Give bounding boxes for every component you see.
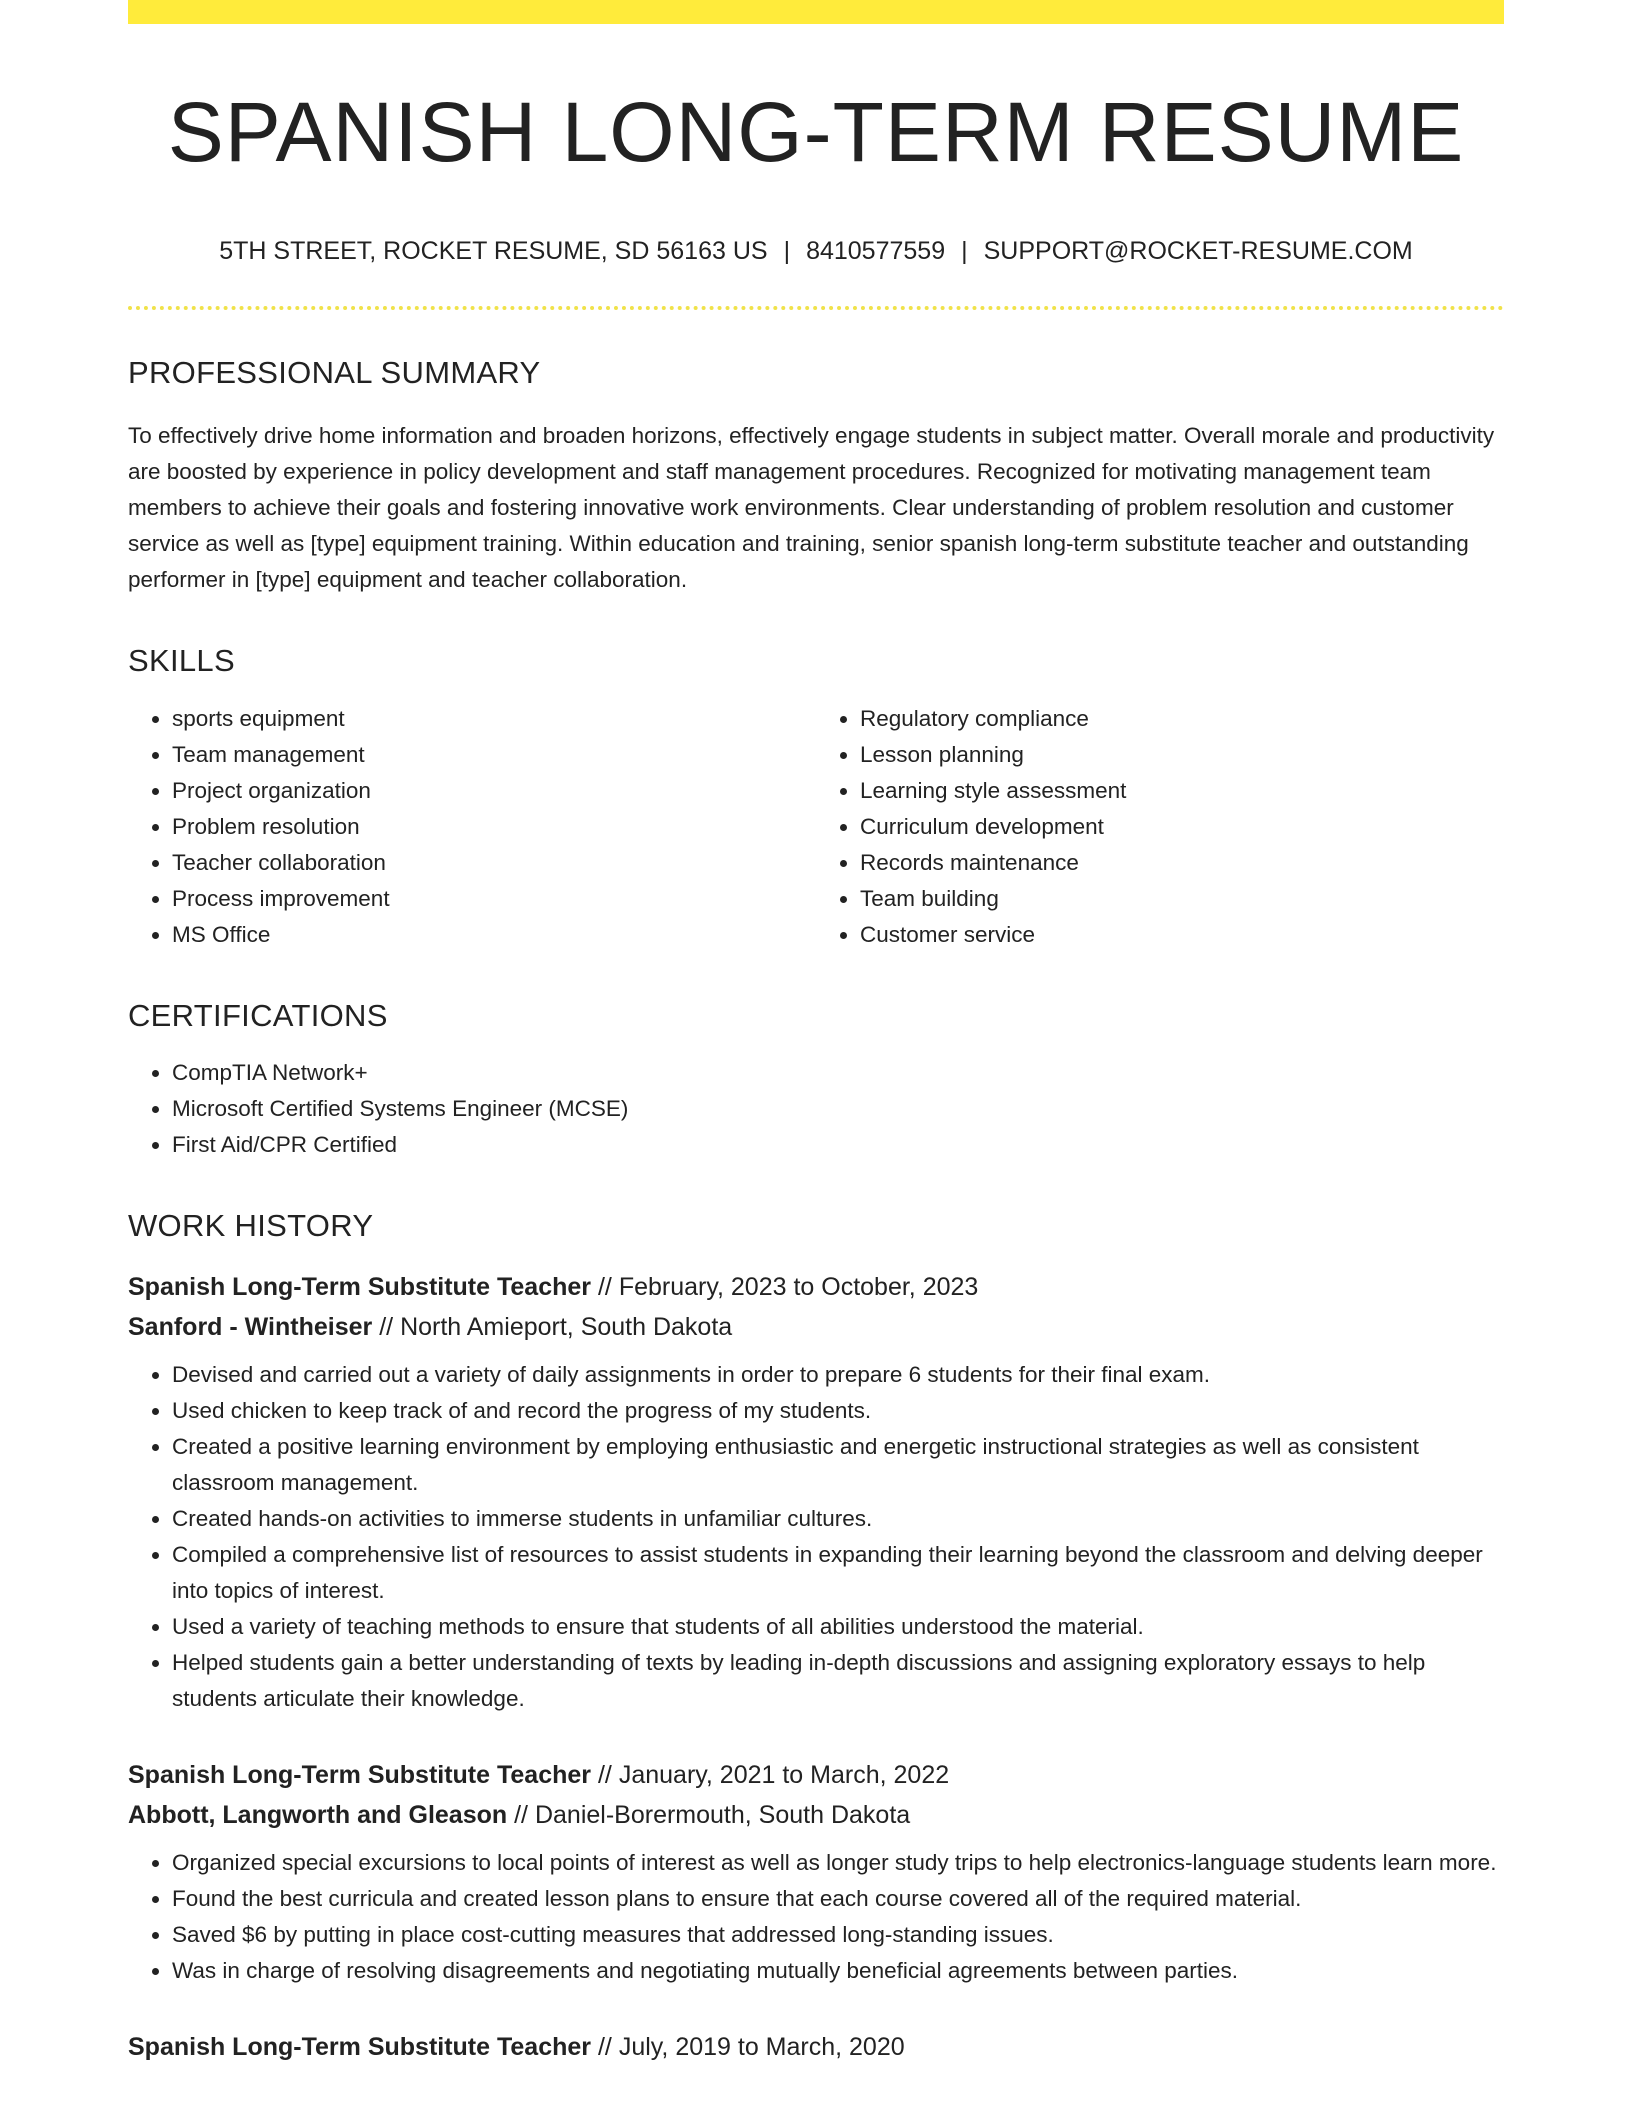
contact-line [128, 236, 1504, 266]
job-dates: February, 2023 to October, 2023 [618, 1272, 979, 1301]
job-location: Daniel-Borermouth, South Dakota [534, 1800, 911, 1829]
job-employer: Abbott, Langworth and Gleason [128, 1800, 508, 1829]
skill-item: • sports equipment [172, 701, 816, 737]
contact-address: 5TH STREET, ROCKET RESUME, SD 56163 US [219, 237, 768, 266]
skill-item: • Records maintenance [860, 845, 1504, 881]
skill-item: • Process improvement [172, 881, 816, 917]
job-title-line [128, 1755, 1504, 1795]
job-separator: // [597, 1272, 612, 1301]
skill-item: • Project organization [172, 773, 816, 809]
certifications-heading: CERTIFICATIONS [128, 997, 388, 1033]
job-bullet: • Saved $6 by putting in place cost-cutting measures that addressed long-standing issues. [172, 1917, 1504, 1953]
job-bullet: • Created a positive learning environment by employing enthusiastic and energetic instructional strategies as well as consistent classroom management. [172, 1429, 1504, 1501]
skill-item: • Regulatory compliance [860, 701, 1504, 737]
skills-section [128, 644, 1504, 952]
job-bullet: • Compiled a comprehensive list of resources to assist students in expanding their learning beyond the classroom and delving deeper into topics of interest. [172, 1537, 1504, 1609]
job-bullet: • Devised and carried out a variety of daily assignments in order to prepare 6 students for their final exam. [172, 1357, 1504, 1393]
job-separator: // [597, 1760, 612, 1789]
contact-separator: | [961, 237, 968, 266]
job-dates: January, 2021 to March, 2022 [618, 1760, 950, 1789]
summary-section [128, 356, 1504, 598]
job-title-line [128, 1267, 1504, 1307]
job-employer-line [128, 1795, 1504, 1835]
skill-item: • Learning style assessment [860, 773, 1504, 809]
work-history-section [128, 1209, 1504, 2067]
skill-item: • Team building [860, 881, 1504, 917]
certification-item: • CompTIA Network+ [172, 1055, 1504, 1091]
summary-text: To effectively drive home information and broaden horizons, effectively engage students in subject matter. Overall morale and productivity are boosted by experience in policy development and staff management procedures. Recognized for motivating management team members to achieve their goals and fostering innovative work environments. Clear understanding of problem resolution and customer service as well as [type] equipment training. Within education and training, senior spanish long-term substitute teacher and outstanding performer in [type] equipment and teacher collaboration. [128, 423, 1495, 593]
job-title-line [128, 2027, 1504, 2067]
skill-item: • Teacher collaboration [172, 845, 816, 881]
work-history-heading: WORK HISTORY [128, 1207, 374, 1243]
job-entry [128, 2027, 1504, 2067]
certifications-list [128, 1055, 1504, 1163]
accent-bar [128, 0, 1504, 24]
job-bullet: • Organized special excursions to local points of interest as well as longer study trips to help electronics-language students learn more. [172, 1845, 1504, 1881]
skill-item: • MS Office [172, 917, 816, 953]
skill-item: • Problem resolution [172, 809, 816, 845]
skill-item: • Curriculum development [860, 809, 1504, 845]
job-bullet: • Used chicken to keep track of and record the progress of my students. [172, 1393, 1504, 1429]
job-bullet: • Helped students gain a better understanding of texts by leading in-depth discussions and assigning exploratory essays to help students articulate their knowledge. [172, 1645, 1504, 1717]
job-separator: // [514, 1800, 529, 1829]
skills-list-left [128, 701, 816, 953]
job-entry [128, 1755, 1504, 1989]
skill-item: • Team management [172, 737, 816, 773]
skills-heading: SKILLS [128, 643, 235, 679]
header-divider [128, 306, 1504, 310]
job-employer: Sanford - Wintheiser [128, 1312, 373, 1341]
summary-heading: PROFESSIONAL SUMMARY [128, 355, 541, 391]
certification-item: • First Aid/CPR Certified [172, 1127, 1504, 1163]
job-role: Spanish Long-Term Substitute Teacher [128, 1760, 592, 1789]
job-separator: // [379, 1312, 394, 1341]
job-separator: // [597, 2032, 612, 2061]
certification-item: • Microsoft Certified Systems Engineer (MCSE) [172, 1091, 1504, 1127]
skills-grid [128, 701, 1504, 953]
job-bullet-list [128, 1845, 1504, 1989]
job-bullet: • Was in charge of resolving disagreements and negotiating mutually beneficial agreements between parties. [172, 1953, 1504, 1989]
skills-list-right [816, 701, 1504, 953]
job-bullet: • Found the best curricula and created lesson plans to ensure that each course covered all of the required material. [172, 1881, 1504, 1917]
job-bullet: • Used a variety of teaching methods to ensure that students of all abilities understood the material. [172, 1609, 1504, 1645]
contact-phone: 8410577559 [806, 237, 946, 266]
job-entry [128, 1267, 1504, 1717]
skill-item: • Lesson planning [860, 737, 1504, 773]
job-location: North Amieport, South Dakota [400, 1312, 733, 1341]
job-bullet-list [128, 1357, 1504, 1717]
resume-page [128, 0, 1504, 2067]
job-role: Spanish Long-Term Substitute Teacher [128, 2032, 592, 2061]
skill-item: • Customer service [860, 917, 1504, 953]
resume-title: SPANISH LONG-TERM RESUME [167, 85, 1465, 179]
contact-separator: | [783, 237, 791, 266]
job-dates: July, 2019 to March, 2020 [618, 2032, 905, 2061]
job-bullet: • Created hands-on activities to immerse students in unfamiliar cultures. [172, 1501, 1504, 1537]
certifications-section [128, 999, 1504, 1163]
contact-email: SUPPORT@ROCKET-RESUME.COM [983, 237, 1413, 266]
job-role: Spanish Long-Term Substitute Teacher [128, 1272, 592, 1301]
job-employer-line [128, 1307, 1504, 1347]
